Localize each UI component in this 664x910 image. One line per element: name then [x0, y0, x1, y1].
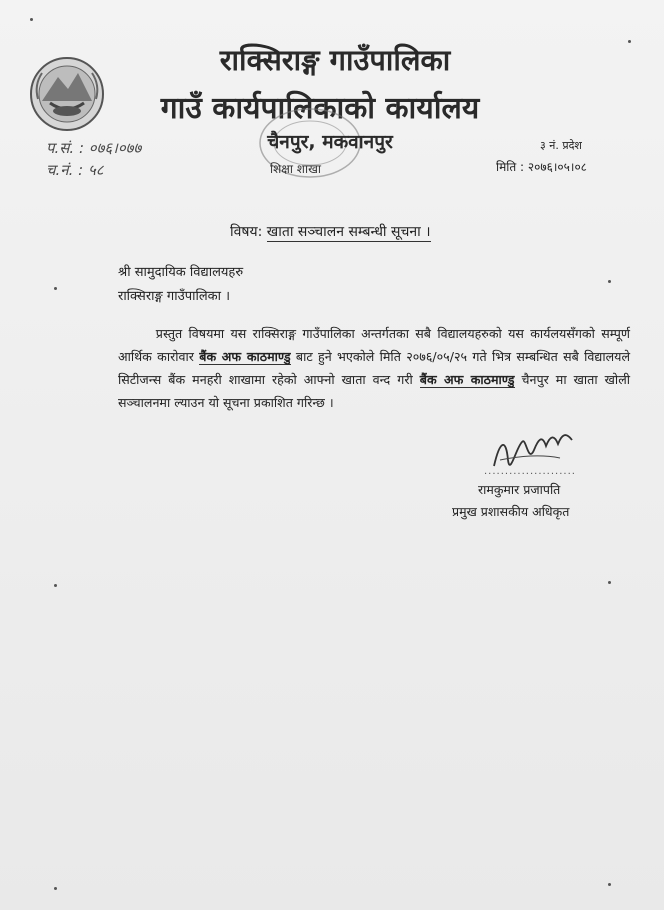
scan-speck: [54, 584, 57, 587]
scan-speck: [608, 581, 611, 584]
signature-dots: ......................: [484, 466, 576, 477]
body-part-3: चैनपुर मा खाता खोली सञ्चालनमा ल्याउन यो सूचना प्रकाशित गरिन्छ ।: [118, 372, 630, 410]
scan-speck: [30, 18, 33, 21]
bank-name-1: बैंक अफ काठमाण्डु: [199, 349, 291, 364]
body-part-2: बाट हुने भएकोले मिति २०७६/०५/२५ गते भित्र सम्बन्धित सबै विद्यालयले सिटीजन्स बैंक मनहरी शाखामा रहेको आफ्नो खाता वन्द गरी: [118, 349, 630, 387]
bank-name-2: बैंक अफ काठमाण्डु: [419, 372, 515, 387]
province-label: ३ नं. प्रदेश: [540, 139, 582, 152]
section-label: शिक्षा शाखा: [270, 162, 321, 176]
signatory-title: प्रमुख प्रशासकीय अधिकृत: [452, 504, 570, 519]
nepal-emblem-icon: [28, 55, 106, 133]
office-title: गाउँ कार्यपालिकाको कार्यालय: [160, 91, 480, 126]
addressee-line-1: श्री सामुदायिक विद्यालयहरु: [118, 265, 244, 280]
municipality-name: राक्सिराङ्ग गाउँपालिका: [219, 43, 451, 77]
scan-speck: [608, 883, 611, 886]
subject-text: खाता सञ्चालन सम्बन्धी सूचना ।: [266, 224, 431, 240]
notice-body: [118, 322, 630, 414]
addressee-line-2: राक्सिराङ्ग गाउँपालिका ।: [118, 289, 231, 304]
scan-speck: [54, 887, 57, 890]
signatory-name: रामकुमार प्रजापति: [478, 482, 561, 497]
chalani-number: च.नं. : ५८: [46, 161, 104, 179]
subject-line: [230, 222, 431, 241]
body-part-1: प्रस्तुत विषयमा यस राक्सिराङ्ग गाउँपालिका अन्तर्गतका सबै विद्यालयहरुको यस कार्यलयसँगको सम्पूर्ण आर्थिक कारोवार: [118, 326, 630, 364]
scan-speck: [628, 40, 631, 43]
letter-date: मिति : २०७६।०५।०८: [496, 160, 587, 174]
subject-label: विषय:: [230, 224, 263, 240]
patra-sankhya: प.सं. : ०७६।०७७: [46, 139, 142, 157]
scan-speck: [608, 280, 611, 283]
scan-speck: [54, 287, 57, 290]
office-address: चैनपुर, मकवानपुर: [267, 131, 393, 153]
